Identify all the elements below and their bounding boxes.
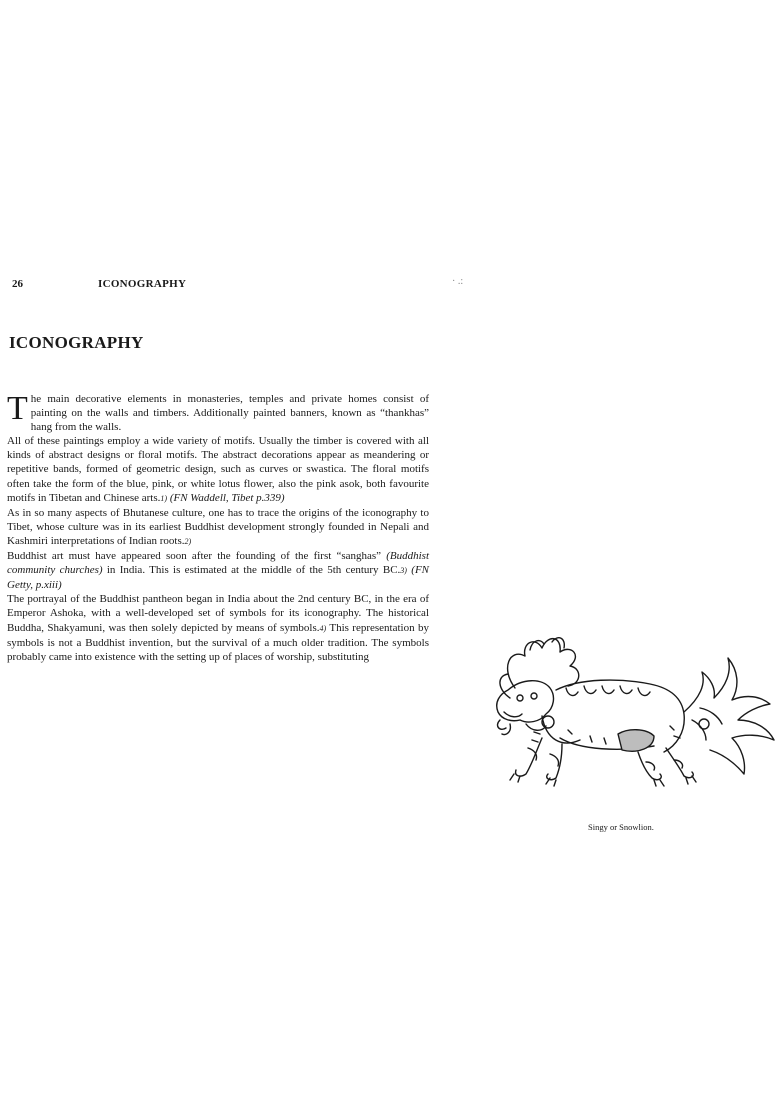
chapter-title: ICONOGRAPHY bbox=[9, 333, 144, 352]
citation-1: (FN Waddell, Tibet p.339) bbox=[169, 491, 285, 504]
paragraph-1-text: he main decorative elements in monasteries, temples and private homes consist of painting on the walls and timbers. Additionally painted banners, known as “thankhas” hang from the walls. bbox=[30, 393, 429, 434]
paragraph-3 bbox=[7, 506, 429, 549]
paragraph-5 bbox=[7, 592, 429, 663]
paragraph-3-text: As in so many aspects of Bhutanese culture, one has to trace the origins of the iconography to Tibet, whose culture was in its earliest Buddhist development strongly founded in Nepali and Kashmiri interpretations of Indian roots. bbox=[7, 506, 429, 547]
paragraph-5-text-a: The portrayal of the Buddhist pantheon began in India about the 2nd century BC, in the era of Emperor Ashoka, with a well-developed set of symbols for its iconography. The historical Buddha, Shakyamuni, was then solely depicted by means of symbols. bbox=[7, 593, 429, 634]
paragraph-4-text-b: in India. This is estimated at the middle of the 5th century BC. bbox=[102, 564, 401, 577]
footnote-marker-2: 2) bbox=[184, 536, 192, 546]
body-text bbox=[7, 392, 429, 664]
paragraph-2 bbox=[7, 434, 429, 505]
paragraph-4 bbox=[7, 549, 429, 592]
paragraph-2-text: All of these paintings employ a wide variety of motifs. Usually the timber is covered with all kinds of abstract designs or floral motifs. The abstract decorations appear as meandering or repetitive bands, formed of geometric design, such as curves or swastica. The floral motifs often take the form of the blue, pink, or white lotus flower, also the pink asok, both favourite motifs in Tibetan and Chinese arts. bbox=[7, 435, 429, 504]
paragraph-4-text-a: Buddhist art must have appeared soon after the founding of the first “sanghas” bbox=[7, 550, 387, 563]
snowlion-illustration bbox=[470, 628, 780, 788]
paragraph-1 bbox=[7, 392, 429, 434]
citation-3: (FN Getty, p.xiii) bbox=[7, 564, 429, 592]
citation-2: (Buddhist community churches) bbox=[7, 550, 429, 577]
footnote-marker-1: 1) bbox=[160, 493, 168, 503]
drop-cap: T bbox=[7, 390, 28, 427]
paragraph-5-text-b: This representation by symbols is not a Buddhist invention, but the survival of a much older tradition. The symbols probably came into existence with the setting up of places of worship, substituting bbox=[7, 621, 430, 663]
print-specks: · .: bbox=[452, 276, 464, 287]
page-number: 26 bbox=[12, 278, 23, 290]
running-header bbox=[12, 278, 187, 290]
footnote-marker-4: 4) bbox=[319, 623, 327, 633]
figure-caption: Singy or Snowlion. bbox=[588, 822, 654, 832]
footnote-marker-3: 3) bbox=[400, 566, 407, 576]
running-title: ICONOGRAPHY bbox=[98, 278, 187, 290]
